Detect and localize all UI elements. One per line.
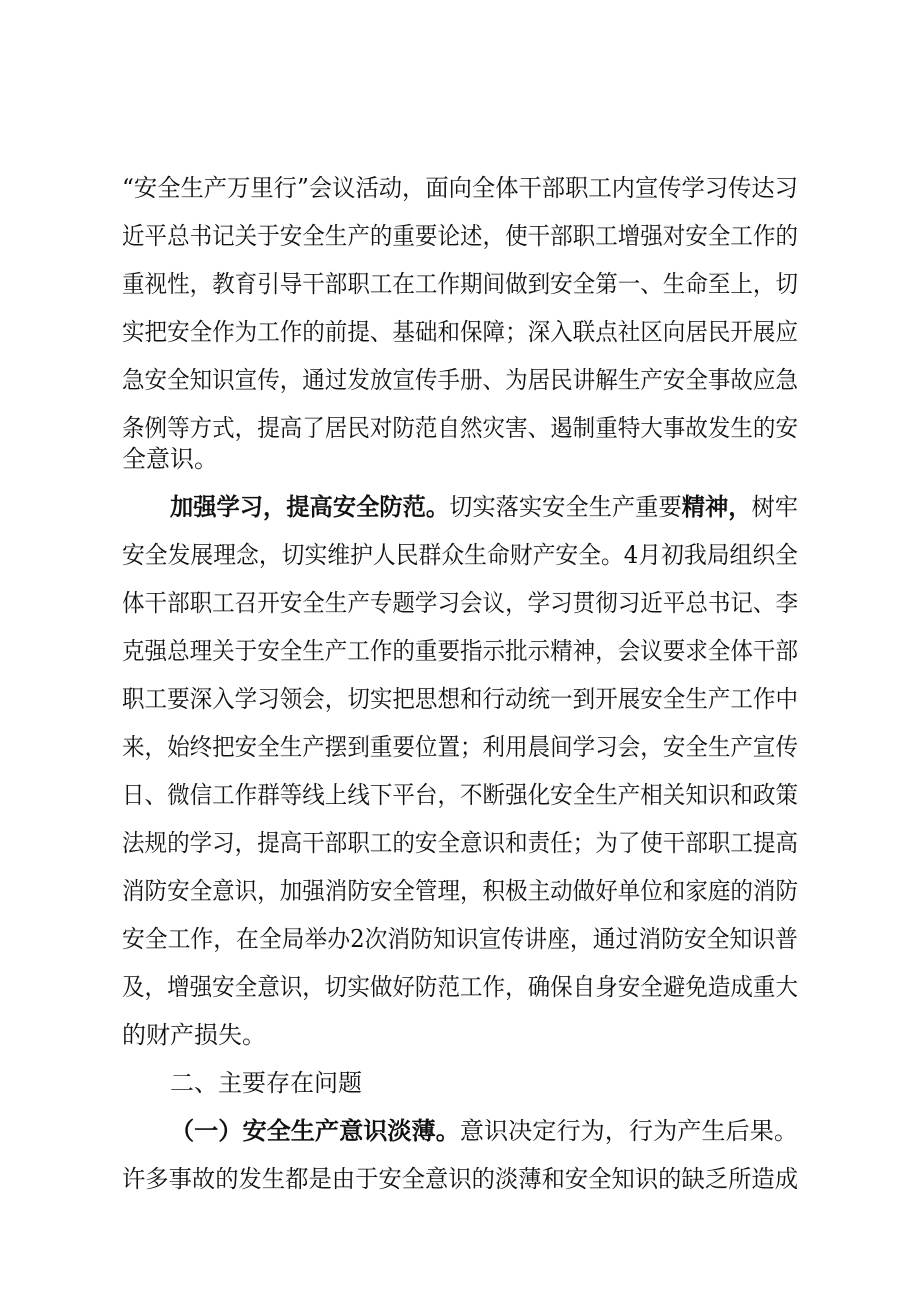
paragraph-line [122,968,798,1006]
paragraph-line [122,680,798,718]
paragraph-line [170,1112,798,1150]
text-span: 条例等方式，提高了居民对防范自然灾害、遏制重特大事故发生的安 [122,414,798,442]
paragraph-line [122,536,798,574]
lead-phrase: 加强学习，提高安全防范。 [170,492,450,521]
paragraph-line [122,1016,266,1054]
paragraph-line [122,632,798,670]
paragraph-line [122,1160,798,1198]
paragraph-line [122,824,798,862]
text-span: 职工要深入学习领会，切实把思想和行动统一到开展安全生产工作中 [122,685,798,713]
paragraph-line [170,488,798,526]
text-run: 切实落实安全生产重要 [449,493,682,521]
text-span: 的财产损失。 [122,1021,266,1049]
text-span: 克强总理关于安全生产工作的重要指示批示精神，会议要求全体干部 [122,637,798,665]
text-span: 安全工作，在全局举办2次消防知识宣传讲座，通过消防安全知识普 [122,925,798,953]
section-heading [170,1064,362,1102]
text-span: 重视性，教育引导干部职工在工作期间做到安全第一、生命至上，切 [122,270,798,298]
paragraph-line [122,265,798,303]
paragraph-line [122,584,798,622]
text-span: 许多事故的发生都是由于安全意识的淡薄和安全知识的缺乏所造成 [122,1165,798,1193]
text-span: 安全发展理念，切实维护人民群众生命财产安全。4月初我局组织全 [122,541,798,569]
paragraph-line [122,728,798,766]
text-span: 近平总书记关于安全生产的重要论述，使干部职工增强对安全工作的 [122,222,798,250]
lead-phrase: （一）安全生产意识淡薄。 [170,1116,460,1145]
paragraph-line [122,440,218,478]
text-span: 实把安全作为工作的前提、基础和保障；深入联点社区向居民开展应 [122,318,798,346]
text-run: 树牢 [751,493,798,521]
paragraph-line [122,361,798,399]
paragraph-line [122,872,798,910]
text-run: 意识决定行为，行为产生后果。 [459,1117,798,1145]
text-span: “安全生产万里行”会议活动，面向全体干部职工内宣传学习传达习 [122,174,798,202]
text-span: 日、微信工作群等线上线下平台，不断强化安全生产相关知识和政策 [122,781,798,809]
text-span: 急安全知识宣传，通过发放宣传手册、为居民讲解生产安全事故应急 [122,366,798,394]
paragraph-line [122,920,798,958]
heading-text: 二、主要存在问题 [170,1069,362,1097]
text-span: 法规的学习，提高干部职工的安全意识和责任；为了使干部职工提高 [122,829,798,857]
text-span: 来，始终把安全生产摆到重要位置；利用晨间学习会，安全生产宣传 [122,733,798,761]
paragraph-line [122,217,798,255]
text-span: 全意识。 [122,445,218,473]
text-span: 及，增强安全意识，切实做好防范工作，确保自身安全避免造成重大 [122,973,798,1001]
bold-phrase: 精神， [681,492,752,521]
text-span: 消防安全意识，加强消防安全管理，积极主动做好单位和家庭的消防 [122,877,798,905]
text-span: 体干部职工召开安全生产专题学习会议，学习贯彻习近平总书记、李 [122,589,798,617]
paragraph-line [122,169,798,207]
paragraph-line [122,776,798,814]
paragraph-line [122,409,798,447]
text-span [170,1112,798,1150]
text-span [170,488,798,526]
paragraph-line [122,313,798,351]
